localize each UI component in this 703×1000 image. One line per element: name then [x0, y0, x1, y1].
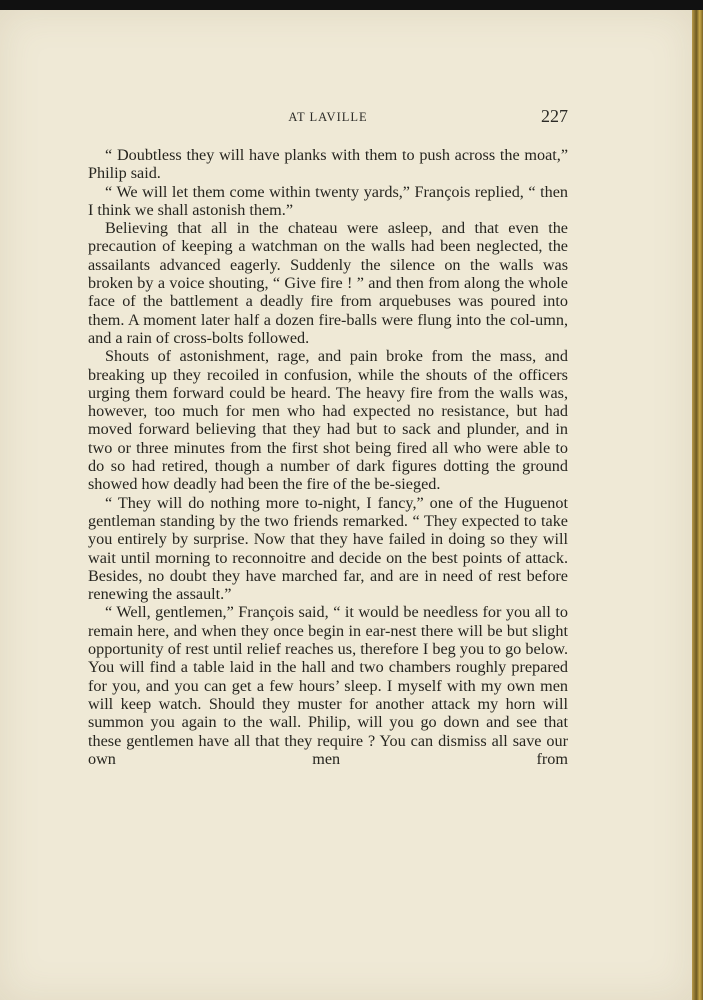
running-title: AT LAVILLE [288, 110, 368, 124]
paragraph-5: “ They will do nothing more to-night, I fancy,” one of the Huguenot gentleman standing by the two friends remarked. “ They expected to take you entirely by surprise. Now that they have failed in doing so they will wait until morning to reconnoitre and decide on the best points of attack. Besides, no doubt they have marched far, and are in need of rest before renewing the assault.” [88, 493, 568, 604]
paragraph-2: “ We will let them come within twenty yards,” François replied, “ then I think we shall astonish them.” [88, 182, 568, 219]
body-text [88, 146, 568, 768]
paragraph-1: “ Doubtless they will have planks with them to push across the moat,” Philip said. [88, 146, 568, 183]
paragraph-4: Shouts of astonishment, rage, and pain broke from the mass, and breaking up they recoiled in confusion, while the shouts of the officers urging them forward could be heard. The heavy fire from the walls was, however, too much for men who had expected no resistance, but had moved forward believing that they had but to sack and plunder, and in two or three minutes from the first shot being fired all who were able to do so had retired, though a number of dark figures dotting the ground showed how deadly had been the fire of the be-sieged. [88, 347, 568, 494]
paragraph-3: Believing that all in the chateau were asleep, and that even the precaution of keeping a watchman on the walls had been neglected, the assailants advanced eagerly. Suddenly the silence on the walls was broken by a voice shouting, “ Give fire ! ” and then from along the whole face of the battlement a deadly fire from arquebuses was poured into them. A moment later half a dozen fire-balls were flung into the col-umn, and a rain of cross-bolts followed. [88, 219, 568, 347]
page-number: 227 [541, 106, 568, 126]
paragraph-6: “ Well, gentlemen,” François said, “ it would be needless for you all to remain here, and when they once begin in ear-nest there will be but slight opportunity of rest until relief reaches us, therefore I beg you to go below. You will find a table laid in the hall and two chambers roughly prepared for you, and you can get a few hours’ sleep. I myself with my own men will keep watch. Should they muster for another attack my horn will summon you again to the wall. Philip, will you go down and see that these gentlemen have all that they require ? You can dismiss all save our own men from [88, 603, 568, 768]
page-gilt-edge [692, 10, 703, 1000]
scan-top-border [0, 0, 703, 10]
running-head [88, 106, 568, 130]
